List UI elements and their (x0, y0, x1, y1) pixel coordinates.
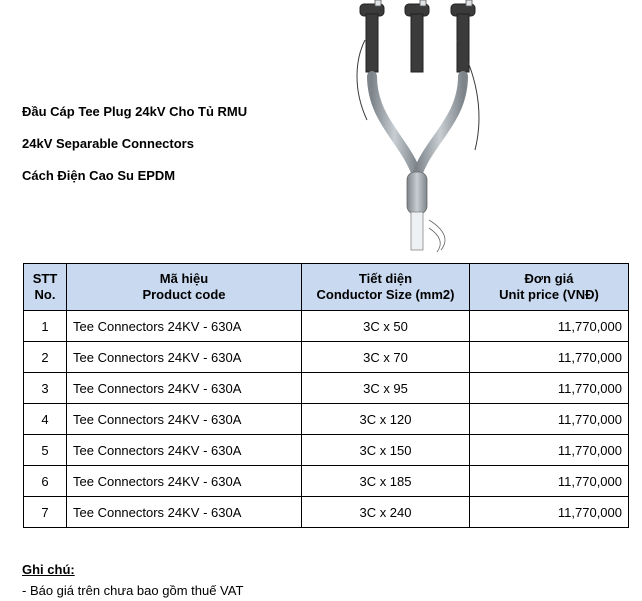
notes-section (22, 562, 243, 598)
cell-unit-price: 11,770,000 (470, 404, 629, 435)
cell-conductor-size: 3C x 70 (302, 342, 470, 373)
cell-product-code: Tee Connectors 24KV - 630A (67, 404, 302, 435)
cell-stt: 3 (24, 373, 67, 404)
price-table (23, 263, 629, 528)
header-unit-price: Đơn giá Unit price (VNĐ) (470, 264, 629, 311)
table-row (24, 342, 629, 373)
header-stt: STT No. (24, 264, 67, 311)
table-row (24, 497, 629, 528)
cell-stt: 7 (24, 497, 67, 528)
cell-product-code: Tee Connectors 24KV - 630A (67, 497, 302, 528)
cell-unit-price: 11,770,000 (470, 342, 629, 373)
cell-unit-price: 11,770,000 (470, 497, 629, 528)
cell-unit-price: 11,770,000 (470, 435, 629, 466)
product-title-en: 24kV Separable Connectors (22, 136, 194, 151)
cell-product-code: Tee Connectors 24KV - 630A (67, 373, 302, 404)
cell-stt: 2 (24, 342, 67, 373)
cell-conductor-size: 3C x 240 (302, 497, 470, 528)
cell-conductor-size: 3C x 185 (302, 466, 470, 497)
cell-conductor-size: 3C x 95 (302, 373, 470, 404)
table-row (24, 311, 629, 342)
notes-title: Ghi chú: (22, 562, 75, 577)
cell-stt: 5 (24, 435, 67, 466)
tee-connector-icon (345, 0, 495, 258)
table-row (24, 435, 629, 466)
cell-product-code: Tee Connectors 24KV - 630A (67, 342, 302, 373)
cell-stt: 6 (24, 466, 67, 497)
cell-unit-price: 11,770,000 (470, 373, 629, 404)
note-line: - Báo giá trên chưa bao gồm thuế VAT (22, 583, 244, 598)
table-row (24, 404, 629, 435)
table-row (24, 466, 629, 497)
cell-unit-price: 11,770,000 (470, 466, 629, 497)
cell-unit-price: 11,770,000 (470, 311, 629, 342)
cell-conductor-size: 3C x 150 (302, 435, 470, 466)
cell-product-code: Tee Connectors 24KV - 630A (67, 435, 302, 466)
cell-conductor-size: 3C x 120 (302, 404, 470, 435)
cell-product-code: Tee Connectors 24KV - 630A (67, 466, 302, 497)
header-conductor-size: Tiết diện Conductor Size (mm2) (302, 264, 470, 311)
cell-stt: 4 (24, 404, 67, 435)
cell-stt: 1 (24, 311, 67, 342)
table-row (24, 373, 629, 404)
product-title-vn: Đầu Cáp Tee Plug 24kV Cho Tủ RMU (22, 104, 248, 119)
cell-conductor-size: 3C x 50 (302, 311, 470, 342)
header-product-code: Mã hiệu Product code (67, 264, 302, 311)
product-subtitle: Cách Điện Cao Su EPDM (22, 168, 176, 183)
table-header-row (24, 264, 629, 311)
cell-product-code: Tee Connectors 24KV - 630A (67, 311, 302, 342)
